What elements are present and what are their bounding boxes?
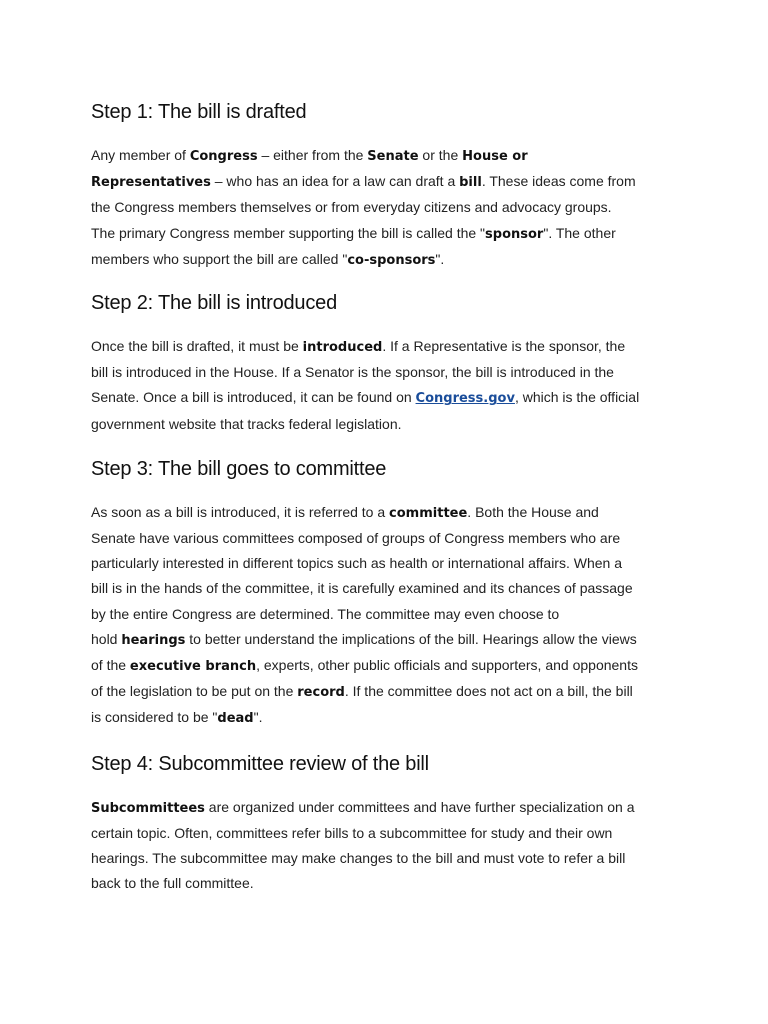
section-step-4: [91, 750, 681, 897]
paragraph-line: [91, 169, 681, 195]
bold-term: executive branch: [129, 659, 257, 675]
text-run: by the entire Congress are determined. The committee may even choose to: [91, 605, 560, 622]
paragraph-line: [91, 653, 681, 679]
text-run: . Both the House and: [467, 503, 599, 520]
paragraph-line: [91, 627, 681, 653]
text-run: Any member of: [91, 147, 190, 163]
section-paragraph: [91, 500, 681, 732]
paragraph-line: [91, 334, 681, 360]
bold-term: dead: [217, 711, 254, 727]
paragraph-line: [91, 526, 681, 551]
text-run: certain topic. Often, committees refer bills to a subcommittee for study and their own: [91, 824, 613, 841]
congress-gov-link[interactable]: Congress.gov: [415, 391, 515, 407]
section-heading: Step 4: Subcommittee review of the bill: [91, 752, 429, 775]
paragraph-line: [91, 821, 681, 846]
text-run: hearings. The subcommittee may make changes to the bill and must vote to refer a bill: [91, 850, 626, 867]
bold-term: bill: [459, 175, 482, 191]
paragraph-line: [91, 221, 681, 247]
paragraph-line: [91, 360, 681, 385]
paragraph-line: [91, 551, 681, 576]
section-paragraph: [91, 143, 681, 273]
section-step-3: [91, 455, 681, 732]
text-run: to better understand the implications of the bill. Hearings allow the views: [185, 630, 637, 647]
text-run: Senate have various committees composed of groups of Congress members who are: [91, 530, 621, 547]
paragraph-line: [91, 247, 681, 273]
bold-term: Senate: [367, 149, 419, 164]
paragraph-line: [91, 679, 681, 705]
text-run: – who has an idea for a law can draft a: [210, 173, 460, 190]
paragraph-line: [91, 846, 681, 871]
text-run: of the: [91, 657, 130, 674]
document-page: [91, 98, 681, 896]
bold-term: sponsor: [485, 226, 544, 242]
text-run: ".: [435, 250, 445, 267]
bold-term: co-sponsors: [347, 252, 436, 268]
text-run: bill is in the hands of the committee, it is carefully examined and its chances of passage: [91, 580, 633, 597]
bold-term: record: [297, 685, 345, 701]
paragraph-line: [91, 576, 681, 601]
section-step-1: [91, 98, 681, 273]
text-run: hold: [91, 630, 122, 647]
bold-term: hearings: [121, 632, 186, 648]
text-run: the Congress members themselves or from everyday citizens and advocacy groups.: [91, 199, 612, 216]
bold-term: introduced: [302, 340, 383, 356]
paragraph-line: [91, 602, 681, 627]
paragraph-line: [91, 500, 681, 526]
text-run: Senate. Once a bill is introduced, it can be found on: [91, 389, 416, 406]
section-heading: Step 1: The bill is drafted: [91, 101, 307, 123]
text-run: ". The other: [543, 224, 616, 241]
text-run: particularly interested in different topics such as health or international affairs. When a: [91, 555, 622, 572]
text-run: . If a Representative is the sponsor, the: [382, 338, 626, 355]
text-run: of the legislation to be put on the: [91, 683, 298, 700]
bold-term: Subcommittees: [91, 800, 205, 816]
bold-term: Congress: [189, 149, 258, 164]
text-run: . If the committee does not act on a bill, the bill: [344, 683, 633, 700]
text-run: back to the full committee.: [91, 875, 254, 892]
paragraph-line: [91, 385, 681, 411]
text-run: Once the bill is drafted, it must be: [91, 338, 303, 355]
section-paragraph: [91, 334, 681, 437]
paragraph-line: [91, 871, 681, 896]
text-run: . These ideas come from: [481, 173, 636, 190]
section-heading: Step 2: The bill is introduced: [91, 292, 338, 315]
text-run: The primary Congress member supporting the bill is called the ": [91, 224, 486, 241]
text-run: government website that tracks federal legislation.: [91, 415, 402, 432]
text-run: are organized under committees and have further specialization on a: [204, 798, 635, 815]
text-run: members who support the bill are called ": [91, 250, 348, 267]
paragraph-line: [91, 195, 681, 220]
bold-term: committee: [389, 505, 468, 521]
text-run: As soon as a bill is introduced, it is referred to a: [91, 503, 390, 520]
section-heading: Step 3: The bill goes to committee: [91, 457, 387, 480]
text-run: ".: [253, 709, 263, 726]
text-run: bill is introduced in the House. If a Senator is the sponsor, the bill is introduced in the: [91, 364, 614, 381]
text-run: – either from the: [257, 147, 368, 163]
paragraph-line: [91, 705, 681, 731]
paragraph-line: [91, 412, 681, 437]
bold-term: House or: [462, 149, 528, 164]
section-step-2: [91, 289, 681, 437]
bold-term: Representatives: [91, 175, 211, 191]
paragraph-line: [91, 143, 681, 169]
text-run: or the: [418, 147, 463, 163]
text-run: , experts, other public officials and supporters, and opponents: [256, 657, 638, 674]
text-run: is considered to be ": [91, 709, 218, 726]
text-run: , which is the official: [514, 389, 640, 406]
section-paragraph: [91, 795, 681, 897]
paragraph-line: [91, 795, 681, 821]
